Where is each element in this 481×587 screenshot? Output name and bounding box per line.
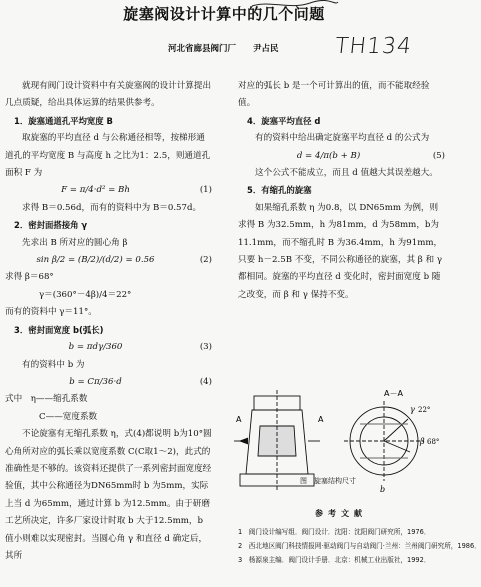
article-title: 旋塞阀设计计算中的几个问题 (123, 5, 325, 23)
equation-5-body: d = 4/π(b + B) (296, 150, 361, 161)
section-1-result: 求得 B＝0.56d，而有的资料中为 B＝0.57d。 (22, 202, 202, 213)
section-1-heading: 1．旋塞通道孔平均宽度 B (14, 115, 113, 126)
section-2-text: 先求出 B 所对应的圆心角 β (22, 237, 128, 248)
gamma-angle-value: 22° (418, 406, 431, 414)
references-list (238, 526, 481, 567)
figure-caption: 图 旋塞结构尺寸 (300, 477, 356, 485)
equation-2-number: (2) (199, 255, 212, 266)
equation-1-body: F = π/4·d² = Bh (61, 185, 130, 196)
equation-4-body: b = Cπ/36·d (69, 376, 122, 387)
legend-eta: 式中 η——缩孔系数 (5, 394, 88, 405)
section-2-heading: 2．密封面搭接角 γ (14, 220, 88, 231)
section-4-heading: 4．旋塞平均直径 d (247, 115, 321, 126)
section-3-tail: 不论旋塞有无缩孔系数 η，式(4)都说明 b为10°圆心角所对应的弧长乘以宽度系数 C(C取1～2)，此式的准确性是不够的。该资料还提供了一系列密封面宽度经验值，其中公称通径为DN65mm时 b 为5mm，实际上当 d 为65mm，通过计算 b 为12.5mm。由于研磨工艺所决定，许多厂家设计时取 b 大于12.5mm，b 值小则难以实现密封。当圆心角 γ 和直径 d 确定后，其所 (5, 429, 212, 561)
author: 尹占民 (252, 44, 279, 54)
equation-1 (5, 182, 212, 199)
section-marker-left: A (236, 415, 242, 424)
equation-3 (5, 339, 212, 356)
equation-3-number: (3) (199, 342, 212, 353)
section-1-text: 取旋塞的平均直径 d 与公称通径相等，按梯形通道孔的平均宽度 B 与高度 h 之比为1：2.5，则通道孔面积 F 为 (5, 133, 211, 179)
section-3-heading: 3．密封面宽度 b(弧长) (14, 324, 104, 335)
beta-angle-value: 68° (427, 438, 440, 446)
equation-2-body: sin β/2 = (B/2)/(d/2) = 0.56 (36, 255, 155, 266)
affiliation: 河北省廊县阀门厂 (168, 44, 237, 54)
equation-2 (5, 252, 212, 269)
byline (168, 42, 293, 54)
reference-item: 2 西北地区阀门科技情报网·驱动阀门与自动阀门·兰州：兰州阀门研究所，1986． (238, 541, 481, 550)
equation-1-number: (1) (199, 185, 212, 196)
section-4-tail: 这个公式不能成立，而且 d 值越大其误差越大。 (255, 168, 438, 179)
equation-5-number: (5) (432, 150, 445, 161)
section-2-gamma: γ＝(360°－4β)/4＝22° (39, 289, 132, 300)
section-marker-right: A (318, 415, 324, 424)
handwritten-scribble (250, 0, 340, 16)
references-heading: 参考文献 (315, 509, 367, 518)
handwritten-catalog-number: TH134 (333, 34, 414, 59)
equation-5 (238, 148, 445, 165)
equation-3-body: b = πdγ/360 (68, 342, 123, 353)
right-column (238, 78, 445, 304)
left-column (5, 78, 212, 565)
width-b-label: b (380, 485, 386, 494)
equation-4-number: (4) (199, 376, 212, 387)
section-label: A－A (384, 389, 403, 398)
intro-paragraph: 就现有阀门设计资料中有关旋塞阀的设计计算提出几点质疑，给出具体运算的结果供参考。 (5, 81, 212, 109)
valve-elevation-drawing (234, 390, 320, 490)
section-5-heading: 5．有缩孔的旋塞 (247, 185, 312, 196)
right-continuation: 对应的弧长 b 是一个可计算出的值，而不能取经验值。 (238, 81, 430, 109)
section-2-beta: 求得 β＝68° (5, 272, 54, 283)
legend-c: C——宽度系数 (39, 411, 98, 422)
beta-angle-label: β (420, 437, 425, 446)
section-2-note: 而有的资料中 γ＝11°。 (5, 307, 97, 318)
gamma-angle-label: γ (410, 405, 415, 414)
section-3-text: 有的资料中 b 为 (22, 359, 85, 370)
equation-4 (5, 374, 212, 391)
reference-item: 1 阀门设计编写组．阀门设计．沈阳：沈阳阀门研究所，1976． (238, 528, 431, 536)
reference-item: 3 杨源泉主编．阀门设计手册．北京：机械工业出版社，1992． (238, 555, 431, 564)
section-4-text: 有的资料中给出确定旋塞平均直径 d 的公式为 (255, 133, 430, 144)
plug-valve-structure-figure (234, 386, 444, 506)
section-5-text: 如果缩孔系数 η 为0.8，以 DN65mm 为例，则求得 B 为32.5mm，h 为81mm，d 为58mm，b为11.1mm，而不缩孔时 B 为36.4mm，h 为91mm，只要 h－2.5B 不变，不同公称通径的旋塞，其 β 和 γ 都相同。旋塞的平均直径 d 变化时，密封面宽度 b 随之改变，而 β 和 γ 保持不变。 (238, 202, 443, 300)
